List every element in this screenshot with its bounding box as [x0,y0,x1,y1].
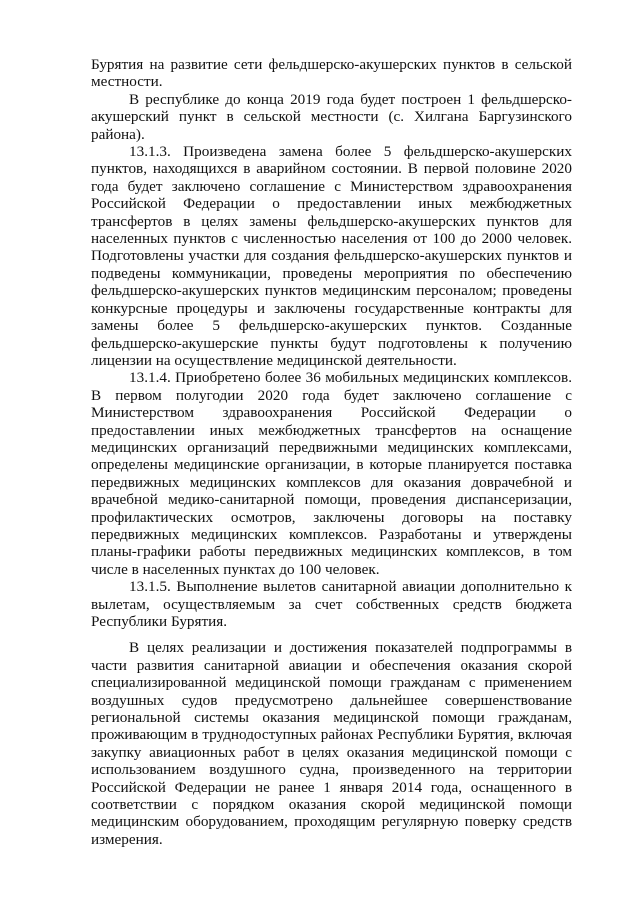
paragraph-continuation: Бурятия на развитие сети фельдшерско-акушерских пунктов в сельской местности. [91,56,572,91]
paragraph-13-1-5: 13.1.5. Выполнение вылетов санитарной авиации дополнительно к вылетам, осуществляемым за счет собственных средств бюджета Республики Бурятия. [91,578,572,630]
paragraph-sanitary-aviation: В целях реализации и достижения показателей подпрограммы в части развития санитарной авиации и обеспечения оказания скорой специализированной медицинской помощи гражданам с применением воздушных судов предусмотрено дальнейшее совершенствование региональной системы оказания медицинской помощи гражданам, проживающим в труднодоступных районах Республики Бурятия, включая закупку авиационных работ в целях оказания медицинской помощи с использованием воздушного судна, произведенного на территории Российской Федерации не ранее 1 января 2014 года, оснащенного в соответствии с порядком оказания скорой медицинской помощи медицинским оборудованием, проходящим регулярную поверку средств измерения. [91,639,572,848]
paragraph-fap-construction: В республике до конца 2019 года будет построен 1 фельдшерско-акушерский пункт в сельской местности (с. Хилгана Баргузинского района). [91,90,572,143]
document-body [91,56,572,848]
paragraph-13-1-4: 13.1.4. Приобретено более 36 мобильных медицинских комплексов. В первом полугодии 2020 года будет заключено соглашение с Министерством здравоохранения Российской Федерации о предоставлении иных межбюджетных трансфертов на оснащение медицинских организаций передвижными медицинских комплексами, определены медицинские организации, в которые планируется поставка передвижных медицинских комплексов для оказания доврачебной и врачебной медико-санитарной помощи, проведения диспансеризации, профилактических осмотров, заключены договоры на поставку передвижных медицинских комплексов. Разработаны и утверждены планы-графики работы передвижных медицинских комплексов, в том числе в населенных пунктах до 100 человек. [91,369,572,578]
paragraph-13-1-3: 13.1.3. Произведена замена более 5 фельдшерско-акушерских пунктов, находящихся в аварийном состоянии. В первой половине 2020 года будет заключено соглашение с Министерством здравоохранения Российской Федерации о предоставлении иных межбюджетных трансфертов в целях замены фельдшерско-акушерских пунктов для населенных пунктов с численностью населения от 100 до 2000 человек. Подготовлены участки для создания фельдшерско-акушерских пунктов и подведены коммуникации, проведены мероприятия по обеспечению фельдшерско-акушерских пунктов медицинским персоналом; проведены конкурсные процедуры и заключены государственные контракты для замены более 5 фельдшерско-акушерских пунктов. Созданные фельдшерско-акушерские пункты будут подготовлены к получению лицензии на осуществление медицинской деятельности. [91,143,572,369]
